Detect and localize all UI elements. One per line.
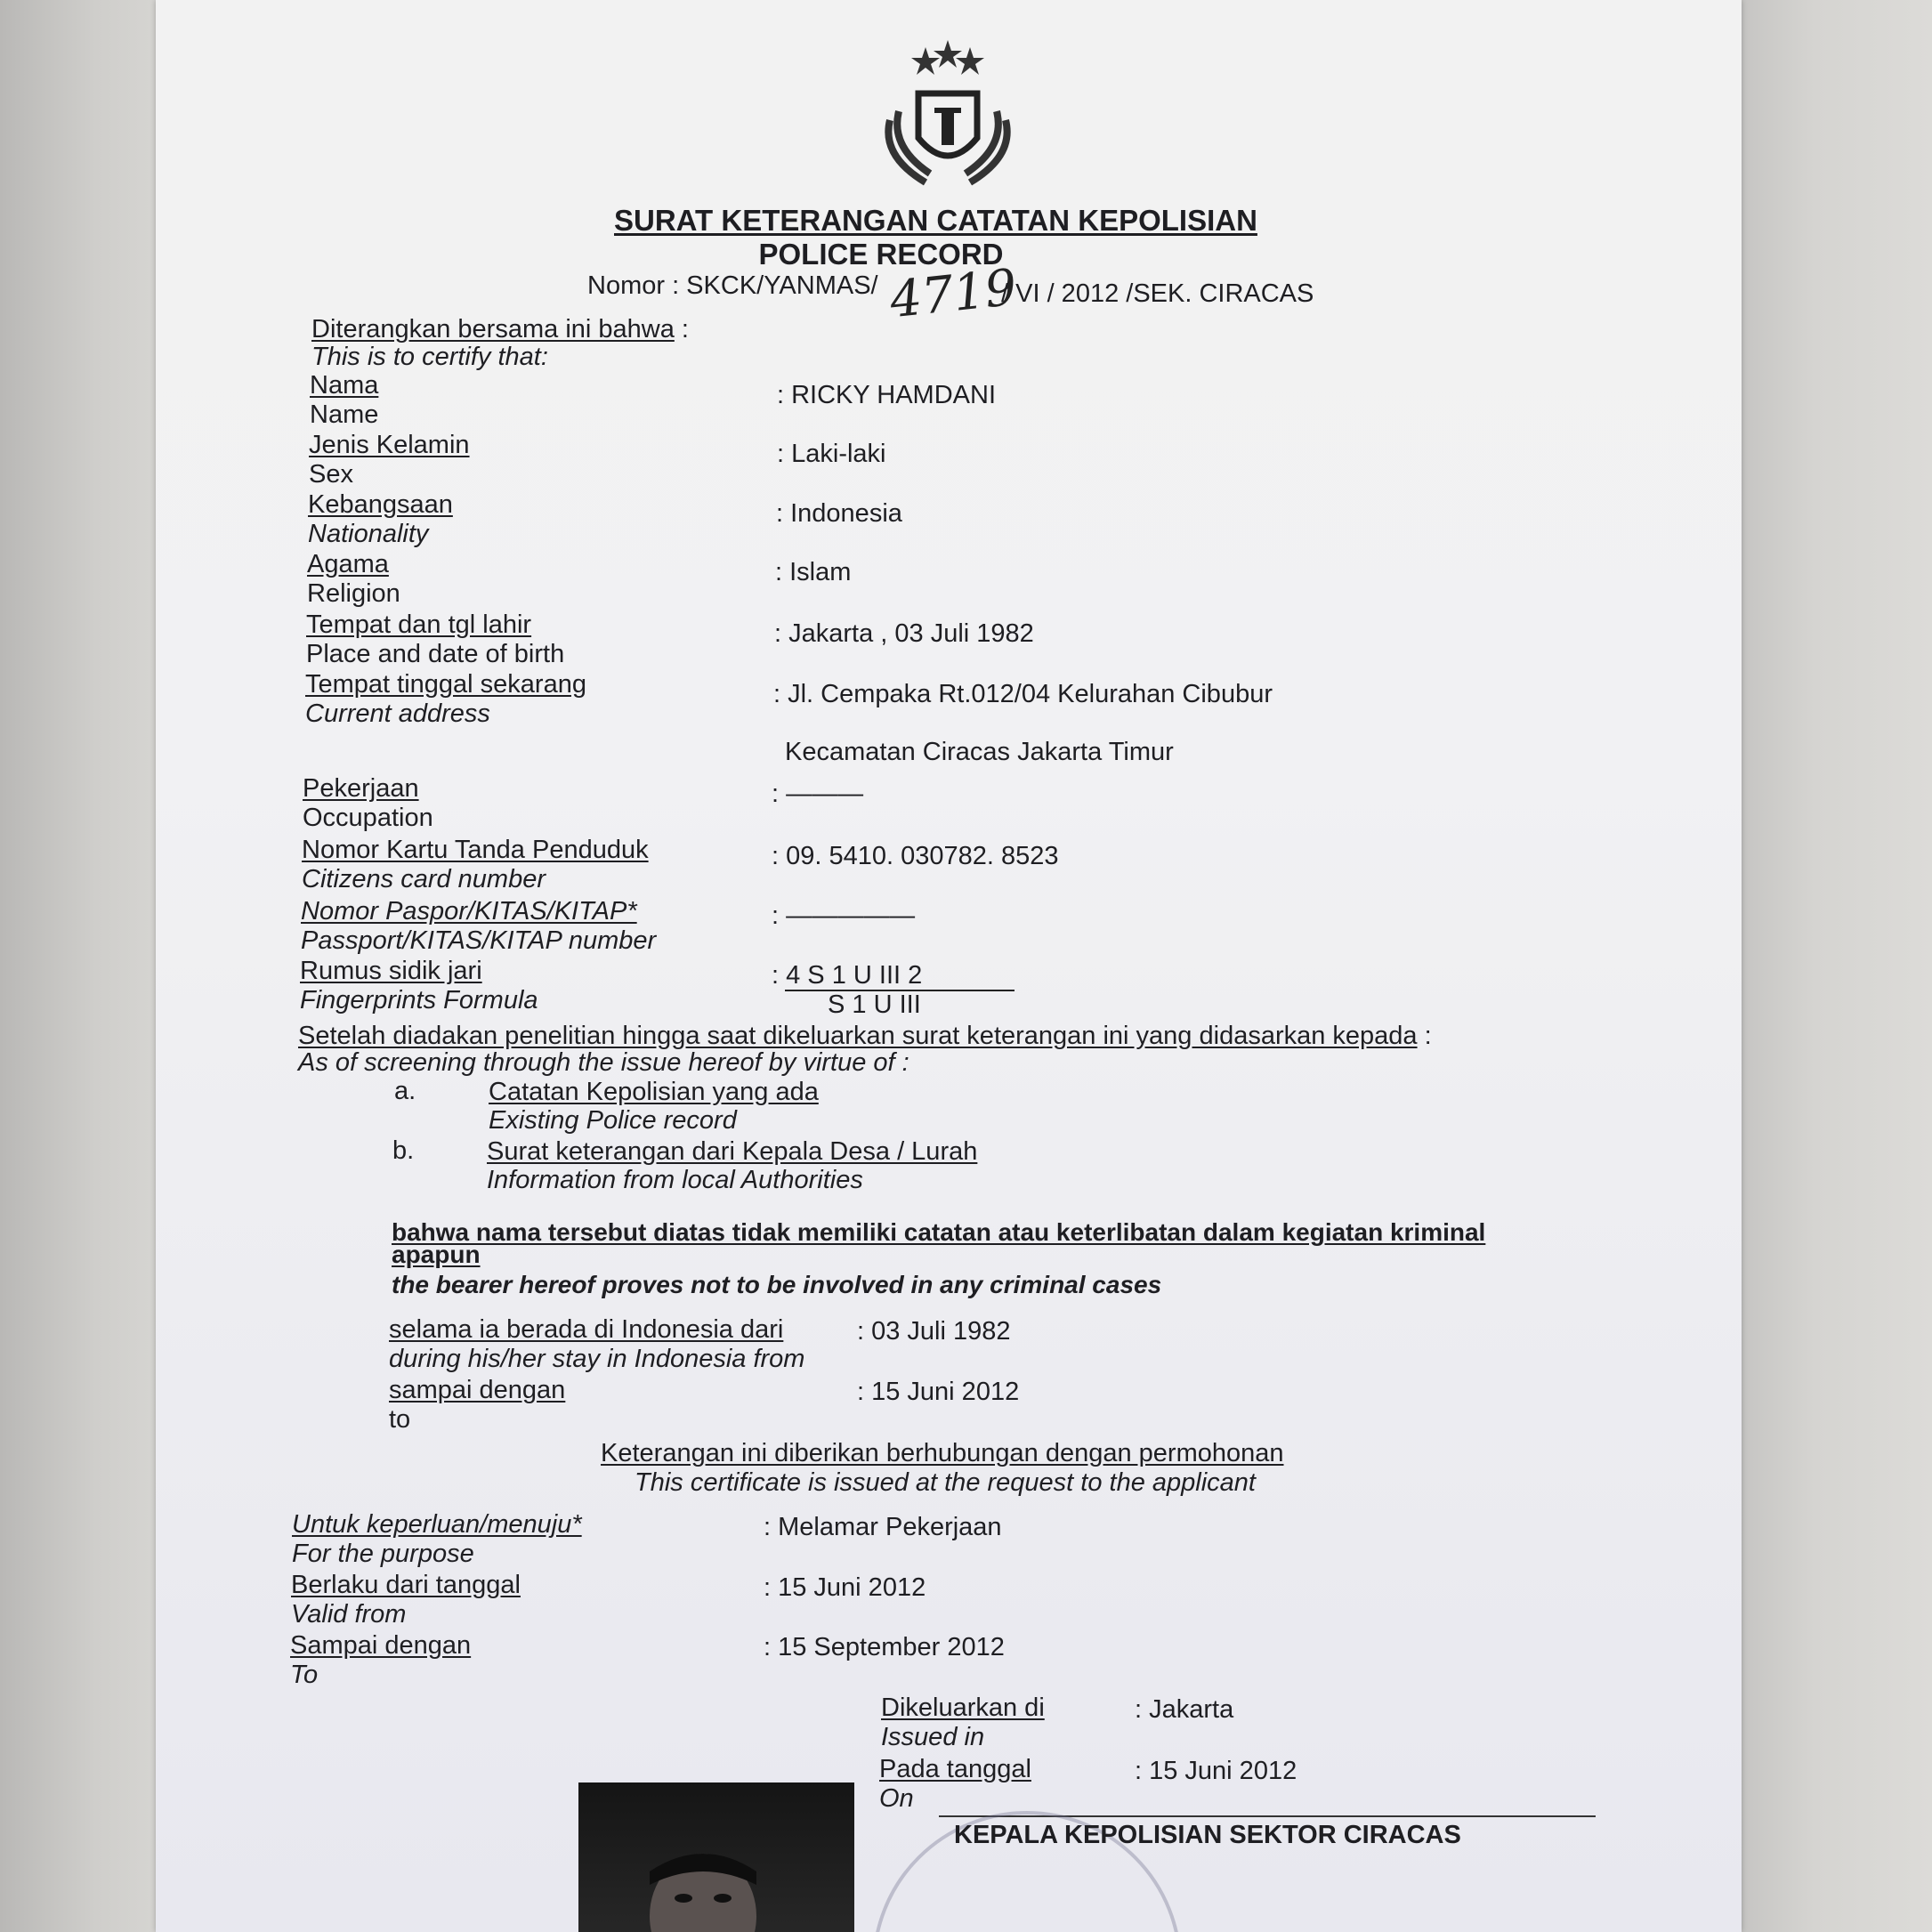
- label-nationality: Kebangsaan: [308, 490, 453, 519]
- document-page: [156, 0, 1742, 1932]
- label-religion-en: Religion: [307, 579, 400, 608]
- screening-item-a: Catatan Kepolisian yang ada: [489, 1078, 819, 1106]
- label-address-en: Current address: [305, 699, 490, 728]
- label-issued-in-en: Issued in: [881, 1723, 985, 1751]
- value-issued-on: : 15 Juni 2012: [1135, 1757, 1297, 1785]
- value-passport: : —————: [772, 901, 916, 930]
- stay-from-label: selama ia berada di Indonesia dari: [389, 1315, 784, 1344]
- label-purpose-en: For the purpose: [292, 1540, 474, 1568]
- certificate-text-en: This certificate is issued at the request to the applicant: [635, 1468, 1256, 1497]
- label-birth-en: Place and date of birth: [306, 640, 565, 668]
- intro-text-en: This is to certify that:: [311, 343, 548, 371]
- label-religion: Agama: [307, 550, 389, 578]
- label-valid-to-en: To: [290, 1661, 319, 1689]
- value-fingerprint-bottom: S 1 U III: [828, 990, 921, 1019]
- value-address: : Jl. Cempaka Rt.012/04 Kelurahan Cibubur: [773, 680, 1273, 708]
- label-id-card: Nomor Kartu Tanda Penduduk: [302, 836, 649, 864]
- label-fingerprint: Rumus sidik jari: [300, 957, 482, 985]
- stay-to-value: : 15 Juni 2012: [857, 1378, 1020, 1406]
- value-fingerprint-top: : 4 S 1 U III 2: [772, 961, 923, 990]
- screening-line: [298, 1022, 1432, 1050]
- value-sex: : Laki-laki: [777, 440, 886, 468]
- document-number-suffix: / VI / 2012 /SEK. CIRACAS: [1001, 279, 1314, 308]
- document-number-handwritten: 4719: [886, 258, 1020, 330]
- screening-item-a-en: Existing Police record: [489, 1106, 737, 1135]
- statement-text: bahwa nama tersebut diatas tidak memiliki catatan atau keterlibatan dalam kegiatan kriminal: [392, 1218, 1486, 1246]
- label-issued-on-en: On: [879, 1784, 914, 1813]
- screening-text: Setelah diadakan penelitian hingga saat dikeluarkan surat keterangan ini yang didasarkan kepada: [298, 1022, 1418, 1050]
- label-id-card-en: Citizens card number: [302, 865, 546, 893]
- label-issued-in: Dikeluarkan di: [881, 1694, 1045, 1722]
- value-issued-in: : Jakarta: [1135, 1695, 1234, 1724]
- intro-text: Diterangkan bersama ini bahwa: [311, 315, 675, 344]
- screening-text-en: As of screening through the issue hereof by virtue of :: [298, 1048, 909, 1077]
- document-number-prefix: Nomor : SKCK/YANMAS/: [587, 271, 878, 300]
- applicant-photo: [578, 1782, 854, 1932]
- screening-item-b-letter: b.: [392, 1136, 415, 1165]
- value-purpose: : Melamar Pekerjaan: [764, 1513, 1002, 1541]
- intro-colon: :: [681, 315, 689, 344]
- document-subtitle: POLICE RECORD: [758, 238, 1004, 271]
- value-religion: : Islam: [775, 558, 852, 586]
- label-occupation-en: Occupation: [303, 804, 433, 832]
- value-occupation: : ———: [772, 780, 864, 808]
- screening-colon: :: [1424, 1022, 1432, 1050]
- screening-item-b-en: Information from local Authorities: [487, 1166, 863, 1194]
- screening-item-b: Surat keterangan dari Kepala Desa / Lurah: [487, 1137, 978, 1166]
- value-id-card: : 09. 5410. 030782. 8523: [772, 842, 1059, 870]
- label-issued-on: Pada tanggal: [879, 1755, 1031, 1783]
- label-address: Tempat tinggal sekarang: [305, 670, 586, 699]
- stay-to-label: sampai dengan: [389, 1376, 566, 1404]
- label-sex: Jenis Kelamin: [309, 431, 470, 459]
- background-left: [0, 0, 160, 1932]
- label-passport-en: Passport/KITAS/KITAP number: [301, 926, 657, 955]
- intro-line: [311, 315, 689, 344]
- value-address-line2: Kecamatan Ciracas Jakarta Timur: [785, 738, 1174, 766]
- value-birth: : Jakarta , 03 Juli 1982: [774, 619, 1034, 648]
- label-valid-to: Sampai dengan: [290, 1631, 472, 1660]
- document-title: SURAT KETERANGAN CATATAN KEPOLISIAN: [614, 204, 1257, 237]
- label-valid-from-en: Valid from: [291, 1600, 407, 1629]
- signatory-title: KEPALA KEPOLISIAN SEKTOR CIRACAS: [954, 1821, 1461, 1849]
- label-nationality-en: Nationality: [308, 520, 429, 548]
- value-valid-to: : 15 September 2012: [764, 1633, 1005, 1661]
- label-fingerprint-en: Fingerprints Formula: [300, 986, 538, 1015]
- label-birth: Tempat dan tgl lahir: [306, 610, 532, 639]
- label-name: Nama: [310, 371, 379, 400]
- stay-to-label-en: to: [389, 1405, 411, 1434]
- label-valid-from: Berlaku dari tanggal: [291, 1571, 521, 1599]
- certificate-text: Keterangan ini diberikan berhubungan dengan permohonan: [601, 1439, 1284, 1467]
- stay-from-value: : 03 Juli 1982: [857, 1317, 1011, 1346]
- police-crest-emblem: [863, 40, 1032, 191]
- value-valid-from: : 15 Juni 2012: [764, 1573, 926, 1602]
- label-occupation: Pekerjaan: [303, 774, 419, 803]
- label-sex-en: Sex: [309, 460, 353, 489]
- value-name: : RICKY HAMDANI: [777, 381, 997, 409]
- screening-item-a-letter: a.: [394, 1077, 416, 1105]
- applicant-face-icon: [578, 1782, 854, 1932]
- statement-text-2: apapun: [392, 1241, 481, 1268]
- value-nationality: : Indonesia: [776, 499, 902, 528]
- stay-from-label-en: during his/her stay in Indonesia from: [389, 1345, 805, 1373]
- background-right: [1736, 0, 1932, 1932]
- label-purpose: Untuk keperluan/menuju*: [292, 1510, 582, 1539]
- statement-text-en: the bearer hereof proves not to be involved in any criminal cases: [392, 1271, 1162, 1298]
- label-name-en: Name: [310, 400, 379, 429]
- label-passport: Nomor Paspor/KITAS/KITAP*: [301, 897, 637, 926]
